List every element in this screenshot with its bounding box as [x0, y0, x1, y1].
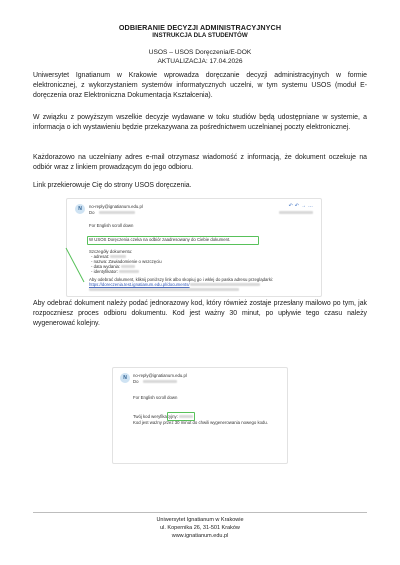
code-label: Twój kod weryfikacyjny:	[133, 414, 180, 419]
english-note: For English scroll down	[133, 395, 178, 400]
redacted-recipient	[143, 380, 177, 383]
sender-avatar: N	[120, 373, 130, 383]
english-note: For English scroll down	[89, 223, 134, 228]
reply-all-icon: ↶	[294, 203, 301, 209]
redacted-recipient	[99, 211, 135, 214]
email-sender: no-reply@ignatianum.edu.pl	[133, 373, 187, 378]
email-instruction: Aby odebrać dokument, kliknij poniższy link albo skopiuj go i wklej do paska adresu przeglądarki:	[89, 277, 274, 282]
sender-avatar: N	[75, 204, 85, 214]
email-recipient-row	[89, 210, 135, 215]
document-title: ODBIERANIE DECYZJI ADMINISTRACYJNYCH	[118, 23, 282, 32]
email-toolbar-icons	[289, 203, 315, 209]
pointer-arrow	[62, 246, 92, 286]
code-validity-note: Kod jest ważny przez 30 minut do chwili wygenerowania nowego kodu.	[133, 420, 268, 425]
footer-address: ul. Kopernika 26, 31-501 Kraków	[160, 525, 240, 531]
document-waiting-message: W USOS Doręczenia czeka na odbiór zaadresowany do Ciebie dokument.	[89, 237, 231, 242]
document-link[interactable]: https://doreczenia.test.ignatianum.edu.pl/documents/	[89, 282, 260, 287]
one-time-code-paragraph: Aby odebrać dokument należy podać jednorazowy kod, który również zostaje przesłany mailowo po tym, jak rozpoczniesz proces odbioru dokumentu. Kod jest ważny 30 minut, po upływie tego czasu należy wygenerować kolejny.	[33, 300, 367, 327]
redacted-date	[279, 211, 313, 214]
document-details-title: Szczegóły dokumentu:	[89, 249, 133, 254]
link-redirect-paragraph: Link przekierowuje Cię do strony USOS doręczenia.	[33, 182, 192, 189]
email-to-label: Do	[89, 210, 95, 215]
document-subtitle: INSTRUKCJA DLA STUDENTÓW	[152, 32, 248, 39]
update-date: AKTUALIZACJA: 17.04.2026	[157, 58, 243, 65]
notification-email-screenshot	[66, 198, 322, 297]
link-continuation-redacted	[89, 288, 239, 291]
intro-paragraph: Uniwersytet Ignatianum w Krakowie wprowadza doręczanie decyzji administracyjnych w formie elektronicznej, z wykorzystaniem systemów informatycznych uczelni, w tym systemu USOS (moduł E-doręczenia oraz Elektroniczna Dokumentacja Kształcenia).	[33, 72, 367, 99]
reply-icon: ↶	[288, 203, 295, 209]
email-notice-paragraph: Każdorazowo na uczelniany adres e-mail otrzymasz wiadomość z informacją, że dokument oczekuje na odbiór wraz z linkiem prowadzącym do jego odbioru.	[33, 154, 367, 171]
system-name: USOS – USOS Doręczenia/E-DOK	[148, 49, 252, 56]
forward-icon: →	[301, 203, 308, 209]
detail-addressee: - adresat:	[91, 254, 126, 259]
email-recipient-row	[133, 379, 177, 384]
footer-website: www.ignatianum.edu.pl	[171, 533, 229, 539]
decisions-paragraph: W związku z powyższym wszelkie decyzje wydawane w toku studiów będą udostępniane w systemie, a informacja o ich wystawieniu będzie przekazywana za pośrednictwem uczelnianej poczty elektronicznej.	[33, 114, 367, 131]
email-sender: no-reply@ignatianum.edu.pl	[89, 204, 143, 209]
verification-code-email-screenshot	[112, 367, 288, 464]
email-to-label: Do	[133, 379, 139, 384]
more-icon: …	[308, 203, 315, 209]
footer-university: Uniwersytet Ignatianum w Krakowie	[156, 517, 244, 523]
detail-issue-date: - data wydania:	[91, 264, 135, 269]
detail-identifier: - identyfikator:	[91, 269, 139, 274]
detail-name: - nazwa: Zawiadomienie o wszczęciu	[91, 259, 162, 264]
footer-divider	[33, 512, 367, 513]
